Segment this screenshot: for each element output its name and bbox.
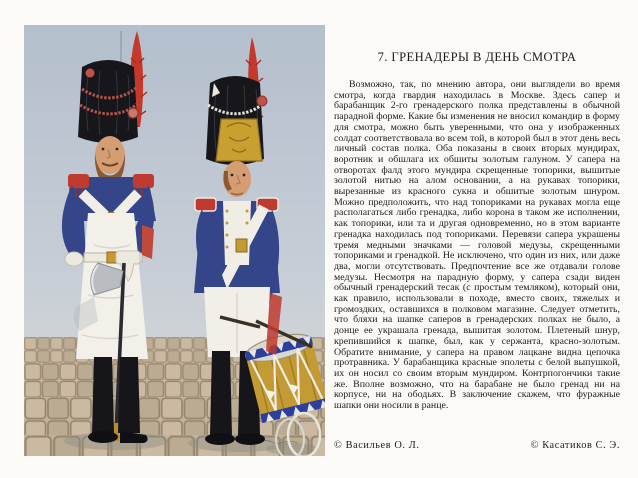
sapper-right-boot bbox=[118, 357, 140, 433]
brass-hat-plate bbox=[216, 119, 262, 161]
article-body: Возможно, так, по мнению автора, они выглядели во время смотра, когда гвардия находилась в Москве. Здесь сапер и барабанщик 2-го гренадерского полка представлены в обычной парадной форме. Какие бы изменения не вносил командир в форму для смотра, можно быть уверенными, что она у изображенных солдат соответствовала во всем той, в которой был в этот день весь личный состав полка. Оба показаны в своих вторых мундирах, воротник и обшлага их обшиты золотым галуном. У сапера на отворотах фалд этого мундира скрещенные топорики, вышитые золотой нитью на алом основании, а на рукавах топорики, вырезанные из красного сукна и обшитые золотым шнуром. Можно предположить, что над топориками на рукавах могла еще располагаться либо гренадка, либо корона в таком же исполнении, как топорики, или та и другая одновременно, но в этом варианте гренадка находилась под топориками. Перевязи сапера украшены тремя медными значками — головой медузы, скрещенными топориками и гренадкой. Не исключено, что один из них, или даже два, могли отсутствовать. Предпочтение все же отдавали голове медузы. Несмотря на парадную форму, у сапера сзади виден обычный гренадерский тесак (с простым темляком), который они, как правило, использовали в походе, вместо своих, тяжелых и громоздких, оставшихся в полковом магазине. Следует отметить, что бляхи на шапке саперов в гренадерских полках не было, а донце ее украшала гренада, вышитая золотом. Плетеный шнур, крепившийся к шапке, был, как у сержанта, красно-золотым. Обратите внимание, у сапера на правом лацкане видна цепочка протравника. У барабанщика красные эполеты с белой выпушкой, их он носил со своим вторым мундиром. Контрпогончики такие же. Вполне возможно, что на барабане не было гренад ни на корпусе, ни на ободьях. В заключение скажем, что фуражные шапки они носили в ранце. bbox=[334, 79, 620, 412]
sapper-left-boot bbox=[92, 357, 114, 433]
drummer-left-gaiter bbox=[210, 351, 232, 435]
drummer-epaulette-left bbox=[195, 198, 216, 211]
sapper-left-foot bbox=[88, 431, 118, 443]
credit-author: © Касатиков С. Э. bbox=[530, 440, 620, 451]
red-raquette bbox=[86, 69, 95, 78]
illustration-plate bbox=[24, 25, 325, 456]
page-title: 7. ГРЕНАДЕРЫ В ДЕНЬ СМОТРА bbox=[377, 50, 577, 64]
drummer-right-foot bbox=[235, 433, 265, 445]
left-gauntlet bbox=[65, 252, 83, 266]
grenadiers-painting bbox=[24, 25, 325, 456]
drummer-left-foot bbox=[205, 433, 235, 445]
drummer-cockade bbox=[257, 96, 267, 106]
sword-knot bbox=[142, 225, 154, 259]
article-column bbox=[334, 50, 620, 412]
sapper-epaulette-right bbox=[133, 174, 154, 188]
cockade bbox=[128, 108, 138, 118]
credit-artist: © Васильев О. Л. bbox=[334, 440, 420, 451]
credits-row bbox=[334, 440, 620, 451]
right-gauntlet-cuff bbox=[116, 251, 140, 264]
sapper-epaulette-left bbox=[68, 174, 89, 188]
belt-plate bbox=[236, 239, 247, 252]
